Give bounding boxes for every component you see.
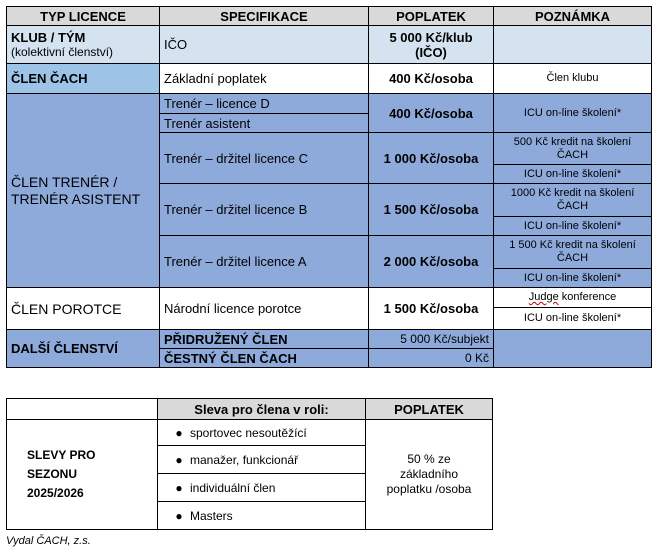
clen-cach-note: Člen klubu <box>494 64 652 94</box>
bullet-icon: ● <box>175 452 183 467</box>
trener-c-note-credit: 500 Kč kredit na školení ČACH <box>494 133 652 165</box>
clen-cach-type: ČLEN ČACH <box>7 64 160 94</box>
season-line-1: SLEVY PRO <box>27 448 96 462</box>
dalsi-note <box>494 330 652 368</box>
role-item <box>158 474 366 502</box>
klub-type-cell <box>7 26 160 64</box>
row-porotce-judge <box>7 288 652 308</box>
discount-fee-line-3: poplatku /osoba <box>386 482 472 496</box>
porotce-note-judge-rest: konference <box>558 291 617 303</box>
bullet-icon: ● <box>175 508 183 523</box>
bullet-icon: ● <box>175 425 183 440</box>
role-item <box>158 502 366 530</box>
footer-publisher: Vydal ČACH, z.s. <box>6 535 91 547</box>
role-label: manažer, funkcionář <box>190 452 299 467</box>
discount-fee-line-1: 50 % ze <box>407 452 451 466</box>
trener-b-fee: 1 500 Kč/osoba <box>369 184 494 236</box>
fees-table <box>6 6 652 368</box>
porotce-note-judge <box>494 288 652 308</box>
klub-type-sub: (kolektivní členství) <box>11 45 114 59</box>
fees-header-row <box>7 7 652 26</box>
role-label: Masters <box>190 508 233 523</box>
trener-c-note-icu: ICU on-line školení* <box>494 165 652 184</box>
dalsi-cestny-spec: ČESTNÝ ČLEN ČACH <box>160 349 369 368</box>
trener-type-line2: TRENÉR ASISTENT <box>11 190 141 207</box>
porotce-type: ČLEN POROTCE <box>7 288 160 330</box>
trener-type-line1: ČLEN TRENÉR / <box>11 173 118 190</box>
role-item <box>158 420 366 446</box>
trener-c-spec: Trenér – držitel licence C <box>160 133 369 184</box>
season-line-3: 2025/2026 <box>27 486 84 500</box>
discount-header-row <box>7 399 493 420</box>
trener-a-note-icu: ICU on-line školení* <box>494 269 652 288</box>
trener-c-fee: 1 000 Kč/osoba <box>369 133 494 184</box>
dalsi-cestny-fee: 0 Kč <box>369 349 494 368</box>
trener-a-spec: Trenér – držitel licence A <box>160 236 369 288</box>
header-poznamka: POZNÁMKA <box>494 7 652 26</box>
klub-fee-cell <box>369 26 494 64</box>
trener-d-fee: 400 Kč/osoba <box>369 94 494 133</box>
bullet-icon: ● <box>175 480 183 495</box>
trener-b-note-icu: ICU on-line školení* <box>494 217 652 236</box>
season-line-2: SEZONU <box>27 467 78 481</box>
header-specifikace: SPECIFIKACE <box>160 7 369 26</box>
role-item <box>158 446 366 474</box>
dalsi-pridruzeny-spec: PŘIDRUŽENÝ ČLEN <box>160 330 369 349</box>
porotce-note-icu: ICU on-line školení* <box>494 308 652 330</box>
discount-header-fee: POPLATEK <box>366 399 493 420</box>
row-dalsi-pridruzeny <box>7 330 652 349</box>
discount-fee-line-2: základního <box>399 467 459 481</box>
trener-b-spec: Trenér – držitel licence B <box>160 184 369 236</box>
trener-asistent-spec: Trenér asistent <box>160 114 369 133</box>
klub-fee-line1: 5 000 Kč/klub <box>389 29 473 45</box>
header-poplatek: POPLATEK <box>369 7 494 26</box>
discount-table <box>6 398 493 530</box>
porotce-spec: Národní licence porotce <box>160 288 369 330</box>
season-cell <box>7 420 158 530</box>
row-trener-d <box>7 94 652 114</box>
clen-cach-fee: 400 Kč/osoba <box>369 64 494 94</box>
trener-d-note: ICU on-line školení* <box>494 94 652 133</box>
role-label: sportovec nesoutěžící <box>190 425 307 440</box>
trener-a-note-credit: 1 500 Kč kredit na školení ČACH <box>494 236 652 269</box>
klub-type: KLUB / TÝM <box>11 30 86 45</box>
row-klub <box>7 26 652 64</box>
klub-spec: IČO <box>160 26 369 64</box>
dalsi-pridruzeny-fee: 5 000 Kč/subjekt <box>369 330 494 349</box>
clen-cach-spec: Základní poplatek <box>160 64 369 94</box>
discount-fee-cell <box>366 420 493 530</box>
dalsi-type: DALŠÍ ČLENSTVÍ <box>7 330 160 368</box>
discount-header-role: Sleva pro člena v roli: <box>158 399 366 420</box>
discount-row-1 <box>7 420 493 446</box>
trener-a-fee: 2 000 Kč/osoba <box>369 236 494 288</box>
trener-type-cell <box>7 94 160 288</box>
discount-header-empty <box>7 399 158 420</box>
porotce-note-judge-word: Judge <box>528 291 559 303</box>
header-typ-licence: TYP LICENCE <box>7 7 160 26</box>
trener-b-note-credit: 1000 Kč kredit na školení ČACH <box>494 184 652 217</box>
row-clen-cach <box>7 64 652 94</box>
porotce-fee: 1 500 Kč/osoba <box>369 288 494 330</box>
role-label: individuální člen <box>190 480 276 495</box>
klub-fee-line2: (IČO) <box>415 44 447 60</box>
trener-d-spec: Trenér – licence D <box>160 94 369 114</box>
klub-note <box>494 26 652 64</box>
